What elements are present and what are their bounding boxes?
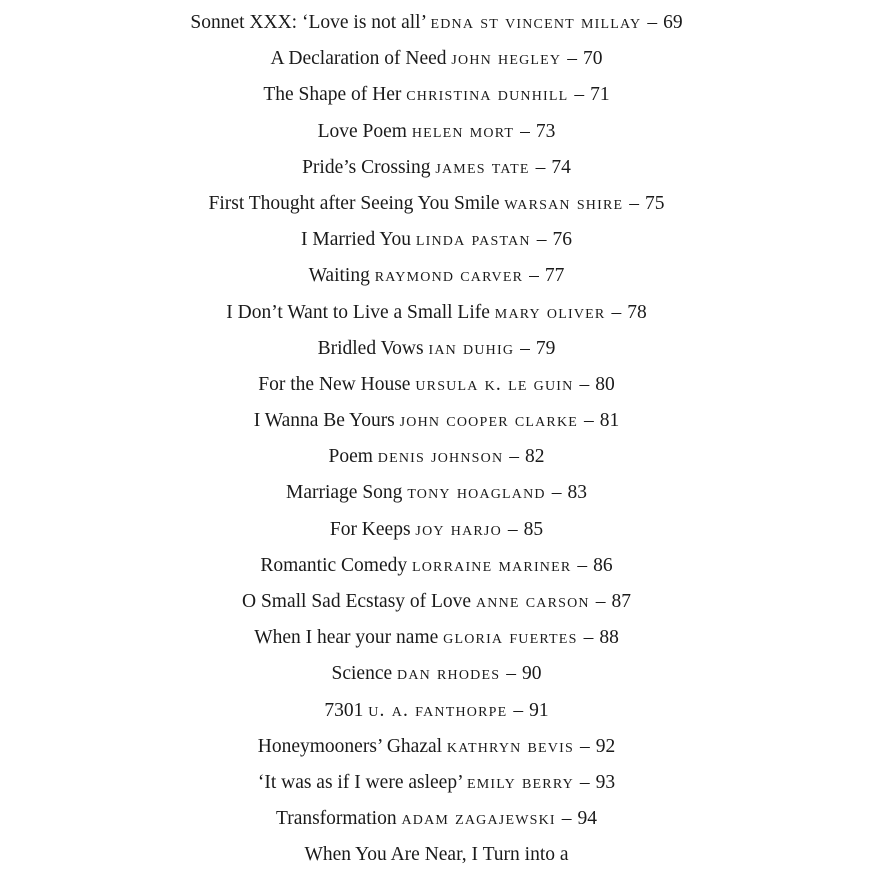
- page-separator: –: [536, 229, 547, 251]
- page-number: 90: [521, 663, 542, 685]
- page-number: 77: [544, 265, 565, 287]
- page-separator: –: [647, 12, 658, 33]
- poem-title: I Don’t Want to Live a Small Life: [226, 301, 490, 323]
- page-number: 80: [595, 373, 615, 395]
- poem-title: When You Are Near, I Turn into a: [304, 844, 569, 866]
- poem-title: The Shape of Her: [263, 84, 402, 106]
- toc-entry: [0, 696, 873, 732]
- poet-name: ian duhig: [428, 337, 515, 359]
- page-number: 73: [535, 120, 556, 142]
- page-number: 69: [663, 12, 683, 33]
- page-separator: –: [629, 192, 640, 214]
- toc-entry: [0, 261, 873, 297]
- page-separator: –: [611, 301, 622, 323]
- page-number: 82: [525, 446, 545, 468]
- toc-entry: [0, 659, 873, 695]
- poet-name: john cooper clarke: [399, 410, 579, 432]
- poet-name: warsan shire: [504, 192, 624, 214]
- poem-title: I Wanna Be Yours: [253, 410, 395, 432]
- poem-title: 7301: [324, 699, 364, 721]
- toc-entry: [0, 406, 873, 442]
- page-separator: –: [520, 120, 530, 142]
- poet-name: christina dunhill: [406, 84, 569, 106]
- page-number: 76: [552, 229, 572, 251]
- page-number: 88: [599, 627, 619, 649]
- page-number: 70: [582, 48, 603, 70]
- toc-entry: [0, 189, 873, 225]
- page-separator: –: [579, 735, 590, 757]
- poet-name: ursula k. le guin: [415, 373, 574, 395]
- poet-name: james tate: [435, 156, 530, 178]
- poem-title: Waiting: [308, 265, 370, 287]
- table-of-contents: [0, 8, 873, 877]
- page-number: 83: [567, 482, 587, 504]
- toc-entry: [0, 551, 873, 587]
- poem-title: Transformation: [275, 808, 397, 830]
- toc-entry: [0, 623, 873, 659]
- toc-entry: [0, 153, 873, 189]
- page-separator: –: [561, 808, 572, 830]
- page-separator: –: [509, 446, 520, 468]
- poet-name: denis johnson: [377, 446, 504, 468]
- poet-name: mary oliver: [494, 301, 606, 323]
- page-separator: –: [529, 265, 539, 287]
- poet-name: helen mort: [411, 120, 515, 142]
- page-separator: –: [579, 373, 590, 395]
- toc-entry: [0, 225, 873, 261]
- page-separator: –: [507, 518, 518, 540]
- page-separator: –: [567, 48, 577, 70]
- poem-title: Poem: [328, 446, 373, 468]
- page-number: 91: [529, 699, 549, 721]
- poet-name: kathryn bevis: [446, 735, 574, 757]
- poet-name: john hegley: [451, 48, 562, 70]
- poem-title: First Thought after Seeing You Smile: [208, 192, 500, 214]
- page-number: 75: [645, 192, 665, 214]
- poem-title: Honeymooners’ Ghazal: [257, 735, 443, 757]
- poem-title: O Small Sad Ecstasy of Love: [242, 591, 472, 612]
- poet-name: raymond carver: [374, 265, 524, 287]
- page-separator: –: [584, 410, 594, 432]
- page-separator: –: [577, 554, 588, 576]
- page-number: 74: [551, 156, 571, 178]
- page-separator: –: [535, 156, 546, 178]
- poet-name: anne carson: [475, 591, 590, 612]
- toc-entry: [0, 587, 873, 623]
- page-number: 78: [627, 301, 647, 323]
- page-number: 87: [611, 591, 631, 612]
- poet-name: tony hoagland: [407, 482, 546, 504]
- toc-entry: [0, 804, 873, 840]
- poet-name: linda pastan: [415, 229, 531, 251]
- poem-title: Science: [331, 663, 393, 685]
- page-separator: –: [551, 482, 562, 504]
- poem-title: A Declaration of Need: [270, 48, 447, 70]
- poet-name: emily berry: [467, 771, 574, 793]
- poem-title: When I hear your name: [254, 627, 439, 649]
- toc-entry: [0, 478, 873, 514]
- page-number: 81: [599, 410, 620, 432]
- toc-entry: [0, 8, 873, 44]
- poet-name: u. a. fanthorpe: [368, 699, 508, 721]
- toc-entry-continued: [0, 840, 873, 876]
- page-number: 86: [593, 554, 613, 576]
- page-number: 94: [577, 808, 598, 830]
- toc-entry: [0, 732, 873, 768]
- page-separator: –: [513, 699, 524, 721]
- poet-name: adam zagajewski: [401, 808, 556, 830]
- poem-title: ‘It was as if I were asleep’: [257, 771, 463, 793]
- page-number: 71: [590, 84, 610, 106]
- toc-entry: [0, 442, 873, 478]
- page-separator: –: [583, 627, 594, 649]
- poet-name: dan rhodes: [397, 663, 501, 685]
- toc-entry: [0, 768, 873, 804]
- page-separator: –: [595, 591, 606, 612]
- toc-entry: [0, 334, 873, 370]
- page-number: 93: [595, 771, 616, 793]
- toc-entry: [0, 117, 873, 153]
- page-number: 79: [535, 337, 556, 359]
- toc-entry: [0, 80, 873, 116]
- page-separator: –: [506, 663, 516, 685]
- poem-title: Love Poem: [317, 120, 407, 142]
- toc-entry: [0, 298, 873, 334]
- page-separator: –: [574, 84, 585, 106]
- poet-name: gloria fuertes: [443, 627, 578, 649]
- page-separator: –: [579, 771, 590, 793]
- poem-title: I Married You: [301, 229, 411, 251]
- poem-title: Sonnet XXX: ‘Love is not all’: [190, 12, 426, 33]
- page-separator: –: [520, 337, 530, 359]
- poem-title: For Keeps: [329, 518, 411, 540]
- poem-title: Marriage Song: [286, 482, 403, 504]
- page-number: 85: [523, 518, 544, 540]
- page-number: 92: [595, 735, 616, 757]
- poet-name: joy harjo: [415, 518, 502, 540]
- poet-name: edna st vincent millay: [430, 12, 642, 33]
- toc-entry: [0, 370, 873, 406]
- poet-name: lorraine mariner: [412, 554, 572, 576]
- poem-title: For the New House: [258, 373, 411, 395]
- poem-title: Romantic Comedy: [260, 554, 408, 576]
- poem-title: Bridled Vows: [317, 337, 424, 359]
- toc-entry: [0, 515, 873, 551]
- poem-title: Pride’s Crossing: [302, 156, 431, 178]
- toc-entry: [0, 44, 873, 80]
